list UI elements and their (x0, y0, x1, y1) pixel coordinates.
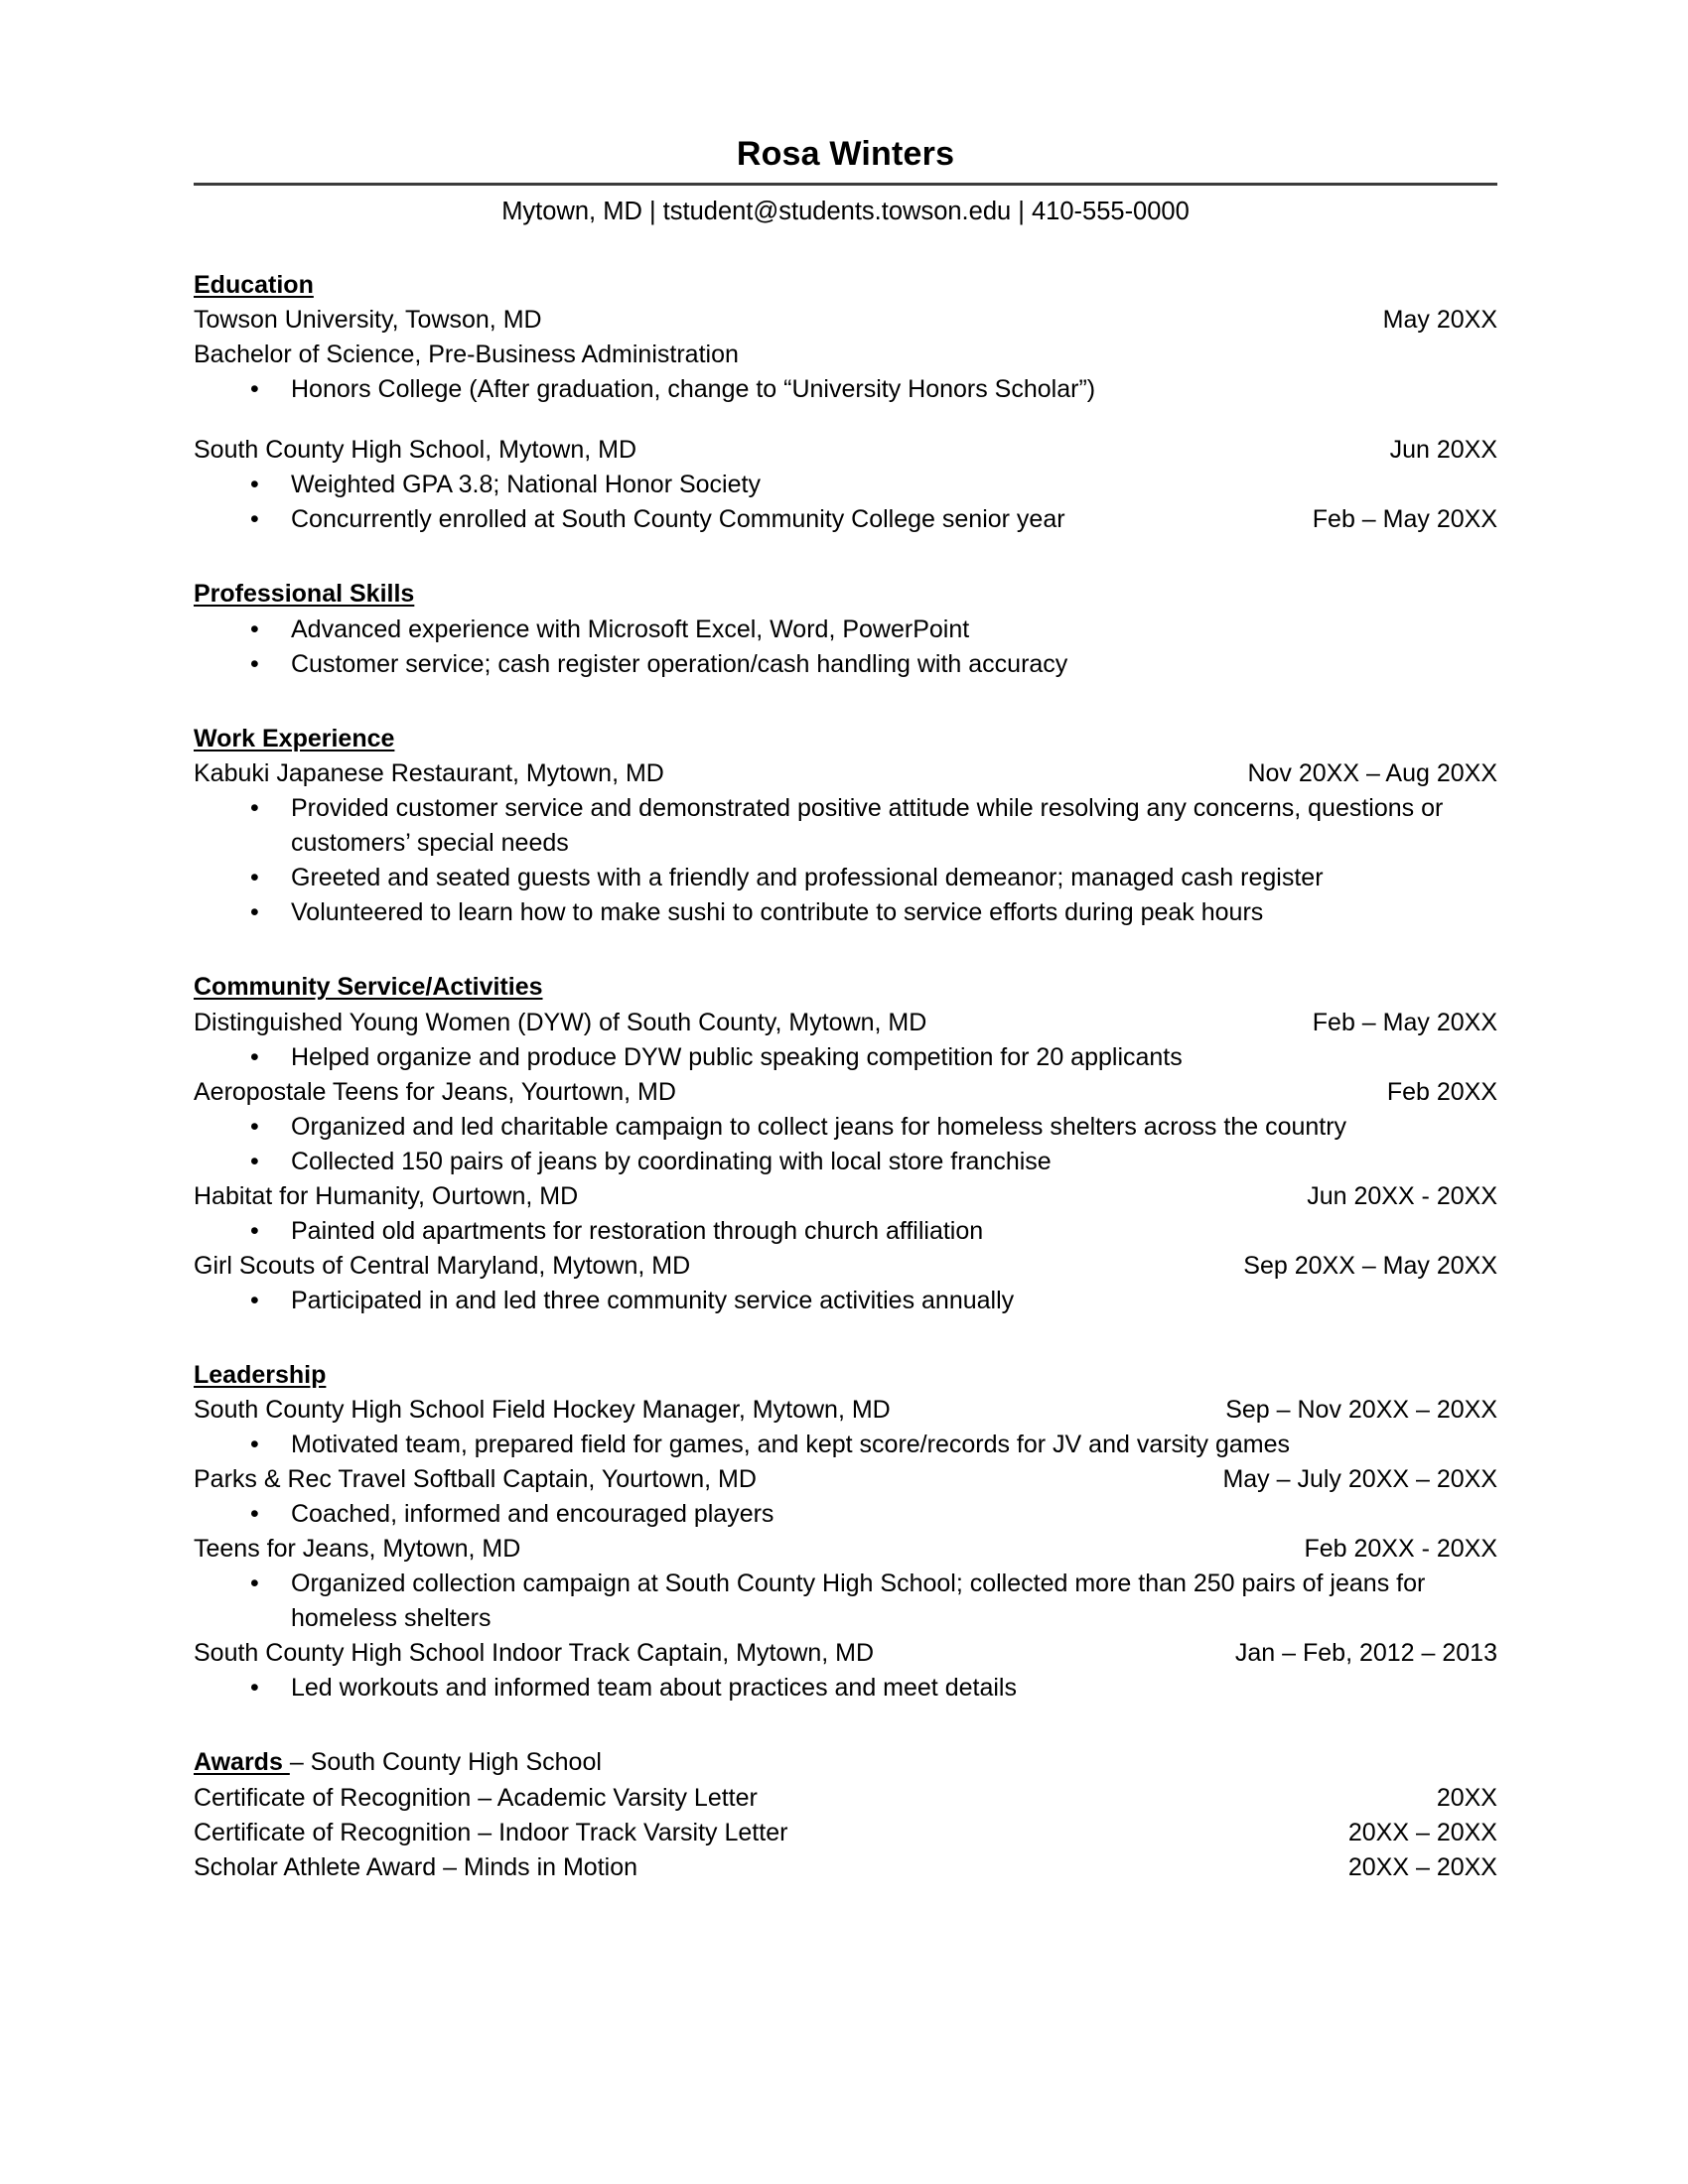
bullet-text: • Honors College (After graduation, change to “University Honors Scholar”) (291, 375, 1096, 404)
education-highschool-bullets (194, 468, 1497, 537)
bullet-text: • Concurrently enrolled at South County Community College senior year (291, 505, 1065, 534)
community-entry-girlscouts (194, 1249, 1497, 1284)
entry-date: Feb – May 20XX (1312, 1008, 1497, 1036)
leadership-entry-softball (194, 1462, 1497, 1497)
awards-entry-academic-varsity (194, 1781, 1497, 1816)
bullet-text: Volunteered to learn how to make sushi to contribute to service efforts during peak hours (291, 898, 1264, 927)
entry-date: 20XX (1436, 1783, 1497, 1812)
section-community-service (194, 970, 1497, 1318)
bullet-text: Advanced experience with Microsoft Excel, Word, PowerPoint (291, 614, 970, 643)
list-item (194, 1428, 1497, 1462)
education-entry-highschool (194, 433, 1497, 468)
section-leadership (194, 1358, 1497, 1706)
bullet-text: • Weighted GPA 3.8; National Honor Society (291, 471, 761, 499)
list-item (194, 1214, 1497, 1249)
bullet-text: Motivated team, prepared field for games, and kept score/records for JV and varsity games (291, 1431, 1291, 1459)
section-awards (194, 1745, 1497, 1885)
bullet-text: Led workouts and informed team about practices and meet details (291, 1674, 1017, 1703)
entry-title: South County High School, Mytown, MD (194, 436, 637, 465)
leadership-entry-fieldhockey (194, 1393, 1497, 1428)
list-item (194, 613, 1497, 647)
entry-title: Scholar Athlete Award – Minds in Motion (194, 1852, 638, 1881)
work-entry-kabuki (194, 756, 1497, 791)
entry-title: Kabuki Japanese Restaurant, Mytown, MD (194, 759, 664, 788)
bullet-text: Greeted and seated guests with a friendly and professional demeanor; managed cash register (291, 864, 1324, 892)
education-entry-towson (194, 303, 1497, 338)
entry-title: Distinguished Young Women (DYW) of South County, Mytown, MD (194, 1008, 927, 1036)
section-work-experience (194, 722, 1497, 931)
entry-title: Certificate of Recognition – Academic Varsity Letter (194, 1783, 758, 1812)
section-professional-skills (194, 577, 1497, 682)
entry-title: Parks & Rec Travel Softball Captain, Yourtown, MD (194, 1465, 757, 1494)
resume-header (194, 0, 1497, 228)
contact-line: Mytown, MD | tstudent@students.towson.edu | 410-555-0000 (501, 198, 1190, 225)
list-item (194, 895, 1497, 930)
entry-date: 20XX – 20XX (1347, 1818, 1497, 1846)
entry-date: 20XX – 20XX (1347, 1852, 1497, 1881)
list-item (194, 647, 1497, 682)
awards-entry-indoor-track-varsity (194, 1816, 1497, 1850)
list-item (194, 791, 1497, 861)
entry-title: Teens for Jeans, Mytown, MD (194, 1535, 521, 1564)
leadership-entry-indoortrack (194, 1636, 1497, 1671)
entry-date: Sep – Nov 20XX – 20XX (1225, 1396, 1497, 1425)
bullet-text: Coached, informed and encouraged players (291, 1500, 774, 1529)
entry-date: Feb 20XX - 20XX (1304, 1535, 1497, 1564)
entry-date: Feb 20XX (1386, 1077, 1497, 1106)
leadership-teensforjeans-bullets (194, 1567, 1497, 1636)
list-item (194, 1497, 1497, 1532)
section-heading-education: Education (194, 270, 314, 299)
entry-title: Certificate of Recognition – Indoor Track Varsity Letter (194, 1818, 788, 1846)
section-heading-community-service: Community Service/Activities (194, 973, 543, 1002)
community-dyw-bullets (194, 1040, 1497, 1075)
leadership-indoortrack-bullets (194, 1671, 1497, 1706)
community-habitat-bullets (194, 1214, 1497, 1249)
section-education (194, 268, 1497, 538)
entry-title: South County High School Indoor Track Captain, Mytown, MD (194, 1639, 875, 1668)
entry-title: Towson University, Towson, MD (194, 306, 542, 335)
bullet-text: Organized collection campaign at South County High School; collected more than 250 pairs of jeans for homeless shelters (291, 1570, 1426, 1633)
bullet-date: Feb – May 20XX (1312, 505, 1497, 534)
professional-skills-bullets (194, 613, 1497, 682)
leadership-softball-bullets (194, 1497, 1497, 1532)
entry-date: Jun 20XX (1389, 436, 1497, 465)
section-heading-awards (194, 1745, 1497, 1780)
list-item (194, 1567, 1497, 1636)
education-degree: Bachelor of Science, Pre-Business Administration (194, 341, 739, 369)
list-item (194, 861, 1497, 895)
entry-date: Jun 20XX - 20XX (1307, 1181, 1497, 1210)
bullet-text: Helped organize and produce DYW public speaking competition for 20 applicants (291, 1042, 1183, 1071)
list-item (194, 1671, 1497, 1706)
candidate-name: Rosa Winters (736, 135, 955, 173)
list-item (194, 468, 1497, 502)
list-item (194, 502, 1497, 537)
community-aeropostale-bullets (194, 1110, 1497, 1179)
list-item (194, 1040, 1497, 1075)
bullet-text: Organized and led charitable campaign to collect jeans for homeless shelters across the country (291, 1112, 1347, 1141)
bullet-text: Collected 150 pairs of jeans by coordinating with local store franchise (291, 1147, 1052, 1175)
entry-title: Girl Scouts of Central Maryland, Mytown, MD (194, 1251, 691, 1280)
section-heading-professional-skills: Professional Skills (194, 580, 415, 609)
community-entry-aeropostale (194, 1075, 1497, 1110)
awards-subtitle: – South County High School (289, 1748, 602, 1777)
entry-date: Sep 20XX – May 20XX (1243, 1251, 1497, 1280)
section-heading-work-experience: Work Experience (194, 724, 395, 752)
list-item (194, 1110, 1497, 1145)
resume-content (194, 0, 1497, 1885)
awards-label: Awards (194, 1748, 290, 1777)
list-item (194, 1284, 1497, 1318)
entry-date: Jan – Feb, 2012 – 2013 (1234, 1639, 1497, 1668)
education-towson-bullets (194, 372, 1497, 407)
bullet-text: Painted old apartments for restoration through church affiliation (291, 1216, 984, 1245)
entry-date: Nov 20XX – Aug 20XX (1247, 759, 1497, 788)
entry-date: May – July 20XX – 20XX (1222, 1465, 1497, 1494)
leadership-fieldhockey-bullets (194, 1428, 1497, 1462)
awards-entry-scholar-athlete (194, 1850, 1497, 1885)
entry-title: South County High School Field Hockey Manager, Mytown, MD (194, 1396, 891, 1425)
leadership-entry-teensforjeans (194, 1532, 1497, 1567)
work-kabuki-bullets (194, 791, 1497, 930)
community-entry-habitat (194, 1179, 1497, 1214)
community-entry-dyw (194, 1006, 1497, 1040)
community-girlscouts-bullets (194, 1284, 1497, 1318)
bullet-text: Provided customer service and demonstrated positive attitude while resolving any concerns, questions or customers’ special needs (291, 794, 1444, 858)
entry-title: Habitat for Humanity, Ourtown, MD (194, 1181, 579, 1210)
entry-title: Aeropostale Teens for Jeans, Yourtown, MD (194, 1077, 676, 1106)
entry-date: May 20XX (1382, 306, 1497, 335)
list-item (194, 372, 1497, 407)
section-heading-leadership: Leadership (194, 1360, 327, 1389)
bullet-text: Participated in and led three community service activities annually (291, 1286, 1015, 1314)
list-item (194, 1145, 1497, 1179)
bullet-text: Customer service; cash register operation/cash handling with accuracy (291, 649, 1068, 678)
